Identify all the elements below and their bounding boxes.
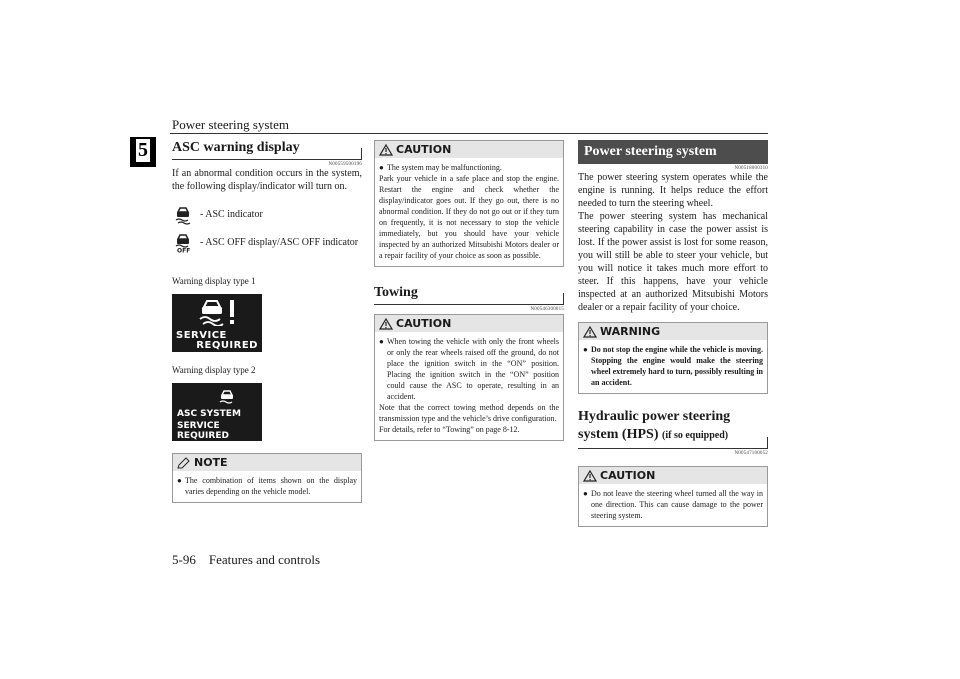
power-steering-code: N00518000310 (734, 166, 768, 171)
note-header (173, 454, 361, 471)
display-1-line-1: SERVICE (176, 330, 227, 341)
caution-box-2 (374, 314, 564, 441)
warning-body (579, 340, 767, 393)
header-rule (170, 133, 768, 134)
page-header-title: Power steering system (172, 117, 289, 132)
warning-text: Do not stop the engine while the vehicle is moving. Stopping the engine would make the steering wheel extremely hard to turn, possibly resulting in an accident. (591, 345, 763, 387)
column-3 (578, 140, 768, 527)
hps-code: N00547100052 (734, 451, 768, 456)
caution-1-label: CAUTION (396, 143, 452, 156)
asc-system-icon (218, 389, 236, 405)
note-box (172, 453, 362, 503)
caution-3-label: CAUTION (600, 469, 656, 482)
asc-off-icon-text: OFF (177, 247, 191, 253)
warning-label: WARNING (600, 325, 661, 338)
note-pencil-icon (177, 457, 191, 469)
hps-title: Hydraulic power steering system (HPS) (578, 409, 731, 442)
hps-suffix: (if so equipped) (662, 430, 729, 441)
power-steering-heading: Power steering system (578, 140, 768, 164)
bullet-icon: ● (379, 337, 384, 346)
caution-3-text: Do not leave the steering wheel turned all the way in one direction. This can cause damage to the power steering system. (591, 489, 763, 520)
caution-box-3 (578, 466, 768, 527)
warning-display-type-2 (172, 383, 262, 441)
caution-2-text: When towing the vehicle with only the front wheels or only the rear wheels raised off the ground, do not place the ignition switch in the “ON” position. Placing the ignition switch in the “ON” position could cause the ASC to operate, resulting in an accident. (387, 337, 559, 401)
asc-off-indicator-icon (172, 231, 194, 253)
caution-2-label: CAUTION (396, 317, 452, 330)
display-1-line-2: REQUIRED (196, 340, 258, 351)
display-type-1-label: Warning display type 1 (172, 276, 256, 286)
caution-triangle-icon (583, 470, 597, 482)
asc-indicator-row (172, 203, 362, 225)
power-steering-text-1: The power steering system operates while the engine is running. It helps reduce the effort needed to turn the steering wheel. (578, 172, 768, 209)
bullet-icon: ● (583, 345, 588, 354)
warning-display-type-1 (172, 294, 262, 352)
warning-header (579, 323, 767, 340)
page-reference: 5-96 (172, 552, 196, 567)
asc-code: N00559500196 (328, 162, 362, 167)
power-steering-text-2: The power steering system has mechanical steering capability in case the power assist is lost. If the power assist is lost for some reason, you will still be able to steer your vehicle, but you will notice it takes much more effort to steer. If this happens, have your vehicle inspected at an authorized Mitsubishi Motors dealer or a repair facility of your choice. (578, 211, 768, 313)
note-body (173, 471, 361, 502)
towing-code: N00546300015 (530, 307, 564, 312)
bullet-icon: ● (177, 476, 182, 485)
display-2-line-1: ASC SYSTEM (177, 409, 241, 419)
bullet-icon: ● (379, 163, 384, 172)
caution-2-body (375, 332, 563, 440)
asc-off-indicator-row (172, 231, 362, 253)
column-2 (374, 140, 564, 441)
caution-2-note: Note that the correct towing method depends on the transmission type and the vehicle’s drive configuration. (379, 403, 559, 423)
page-footer (172, 552, 320, 568)
asc-off-indicator-label: - ASC OFF display/ASC OFF indicator (200, 236, 359, 248)
asc-indicator-label: - ASC indicator (200, 208, 263, 220)
bullet-icon: ● (583, 489, 588, 498)
asc-warning-heading: ASC warning display (172, 140, 362, 160)
caution-3-body (579, 484, 767, 526)
caution-1-text: Park your vehicle in a safe place and stop the engine. Restart the engine and check whether the display/indicator goes out. If they go out, there is no abnormal condition. If they do not go out or if they turn on frequently, it is not necessary to stop the vehicle immediately, but you should have your vehicle inspected by an authorized Mitsubishi Motors dealer or a repair facility of your choice as soon as possible. (379, 174, 559, 260)
caution-1-header (375, 141, 563, 158)
caution-1-line-1: The system may be malfunctioning. (387, 163, 502, 172)
towing-heading: Towing (374, 285, 564, 305)
section-name: Features and controls (208, 552, 321, 567)
caution-3-header (579, 467, 767, 484)
asc-warning-icon (198, 298, 238, 326)
display-2-line-2: SERVICE REQUIRED (177, 421, 229, 441)
asc-indicator-icon (172, 203, 194, 225)
display-type-2-label: Warning display type 2 (172, 365, 256, 375)
caution-triangle-icon (379, 144, 393, 156)
asc-intro: If an abnormal condition occurs in the system, the following display/indicator will turn on. (172, 168, 362, 192)
note-label: NOTE (194, 456, 228, 469)
warning-box (578, 322, 768, 394)
chapter-number: 5 (138, 139, 148, 161)
caution-2-header (375, 315, 563, 332)
column-1 (172, 140, 362, 503)
warning-triangle-icon (583, 326, 597, 338)
note-text: The combination of items shown on the display varies depending on the vehicle model. (185, 476, 357, 496)
caution-box-1 (374, 140, 564, 267)
caution-triangle-icon (379, 318, 393, 330)
hps-heading (578, 408, 768, 449)
caution-2-reference: For details, refer to “Towing” on page 8-12. (379, 425, 520, 434)
caution-1-body (375, 158, 563, 266)
